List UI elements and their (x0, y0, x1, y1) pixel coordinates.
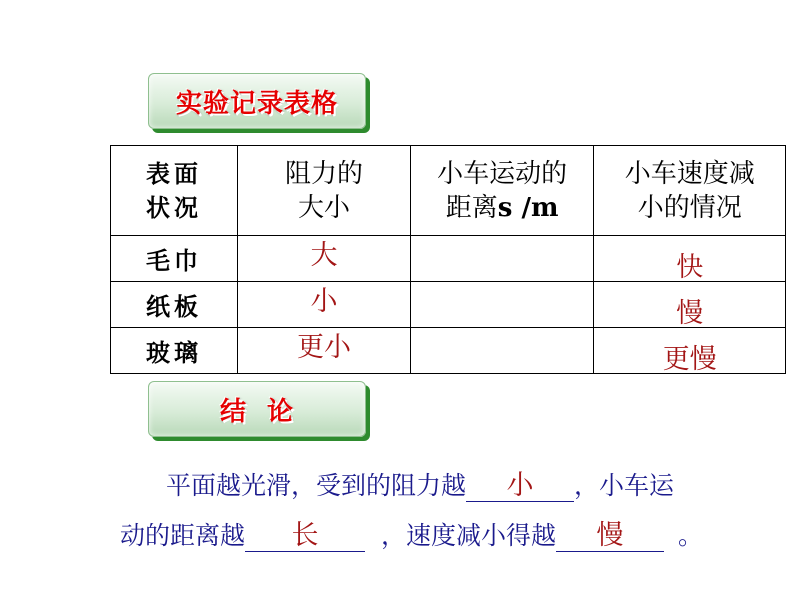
resistance-cell: 更小 (238, 328, 411, 374)
distance-cell (410, 328, 594, 374)
header-distance: 小车运动的 距离s /m (410, 146, 594, 236)
resistance-cell: 小 (238, 282, 411, 328)
answer-blank: 慢 (556, 523, 664, 552)
surface-cell: 纸板 (111, 282, 238, 328)
answer-blank: 小 (466, 473, 574, 502)
record-table-title: 实验记录表格 (175, 88, 338, 119)
conclusion-title: 结 论 (219, 396, 295, 427)
table-row (111, 236, 786, 282)
header-resistance: 阻力的 大小 (238, 146, 411, 236)
conclusion-line-1: 平面越光滑，受到的阻力越 小 ，小车运 (166, 470, 675, 501)
table-row (111, 328, 786, 374)
answer-blank: 长 (245, 523, 365, 552)
header-speed-change: 小车速度减 小的情况 (594, 146, 786, 236)
speed-change-cell: 慢 (594, 282, 786, 328)
resistance-cell: 大 (238, 236, 411, 282)
surface-cell: 毛巾 (111, 236, 238, 282)
record-table-banner (148, 73, 366, 129)
distance-unit: s /m (497, 192, 559, 223)
table-header-row (111, 146, 786, 236)
experiment-record-table (110, 145, 786, 374)
surface-cell: 玻璃 (111, 328, 238, 374)
distance-cell (410, 236, 594, 282)
speed-change-cell: 更慢 (594, 328, 786, 374)
distance-cell (410, 282, 594, 328)
header-surface: 表面 状况 (111, 146, 238, 236)
table-row (111, 282, 786, 328)
conclusion-line-2: 动的距离越 长 ，速度减小得越 慢 。 (120, 520, 704, 551)
speed-change-cell: 快 (594, 236, 786, 282)
conclusion-banner (148, 381, 366, 437)
